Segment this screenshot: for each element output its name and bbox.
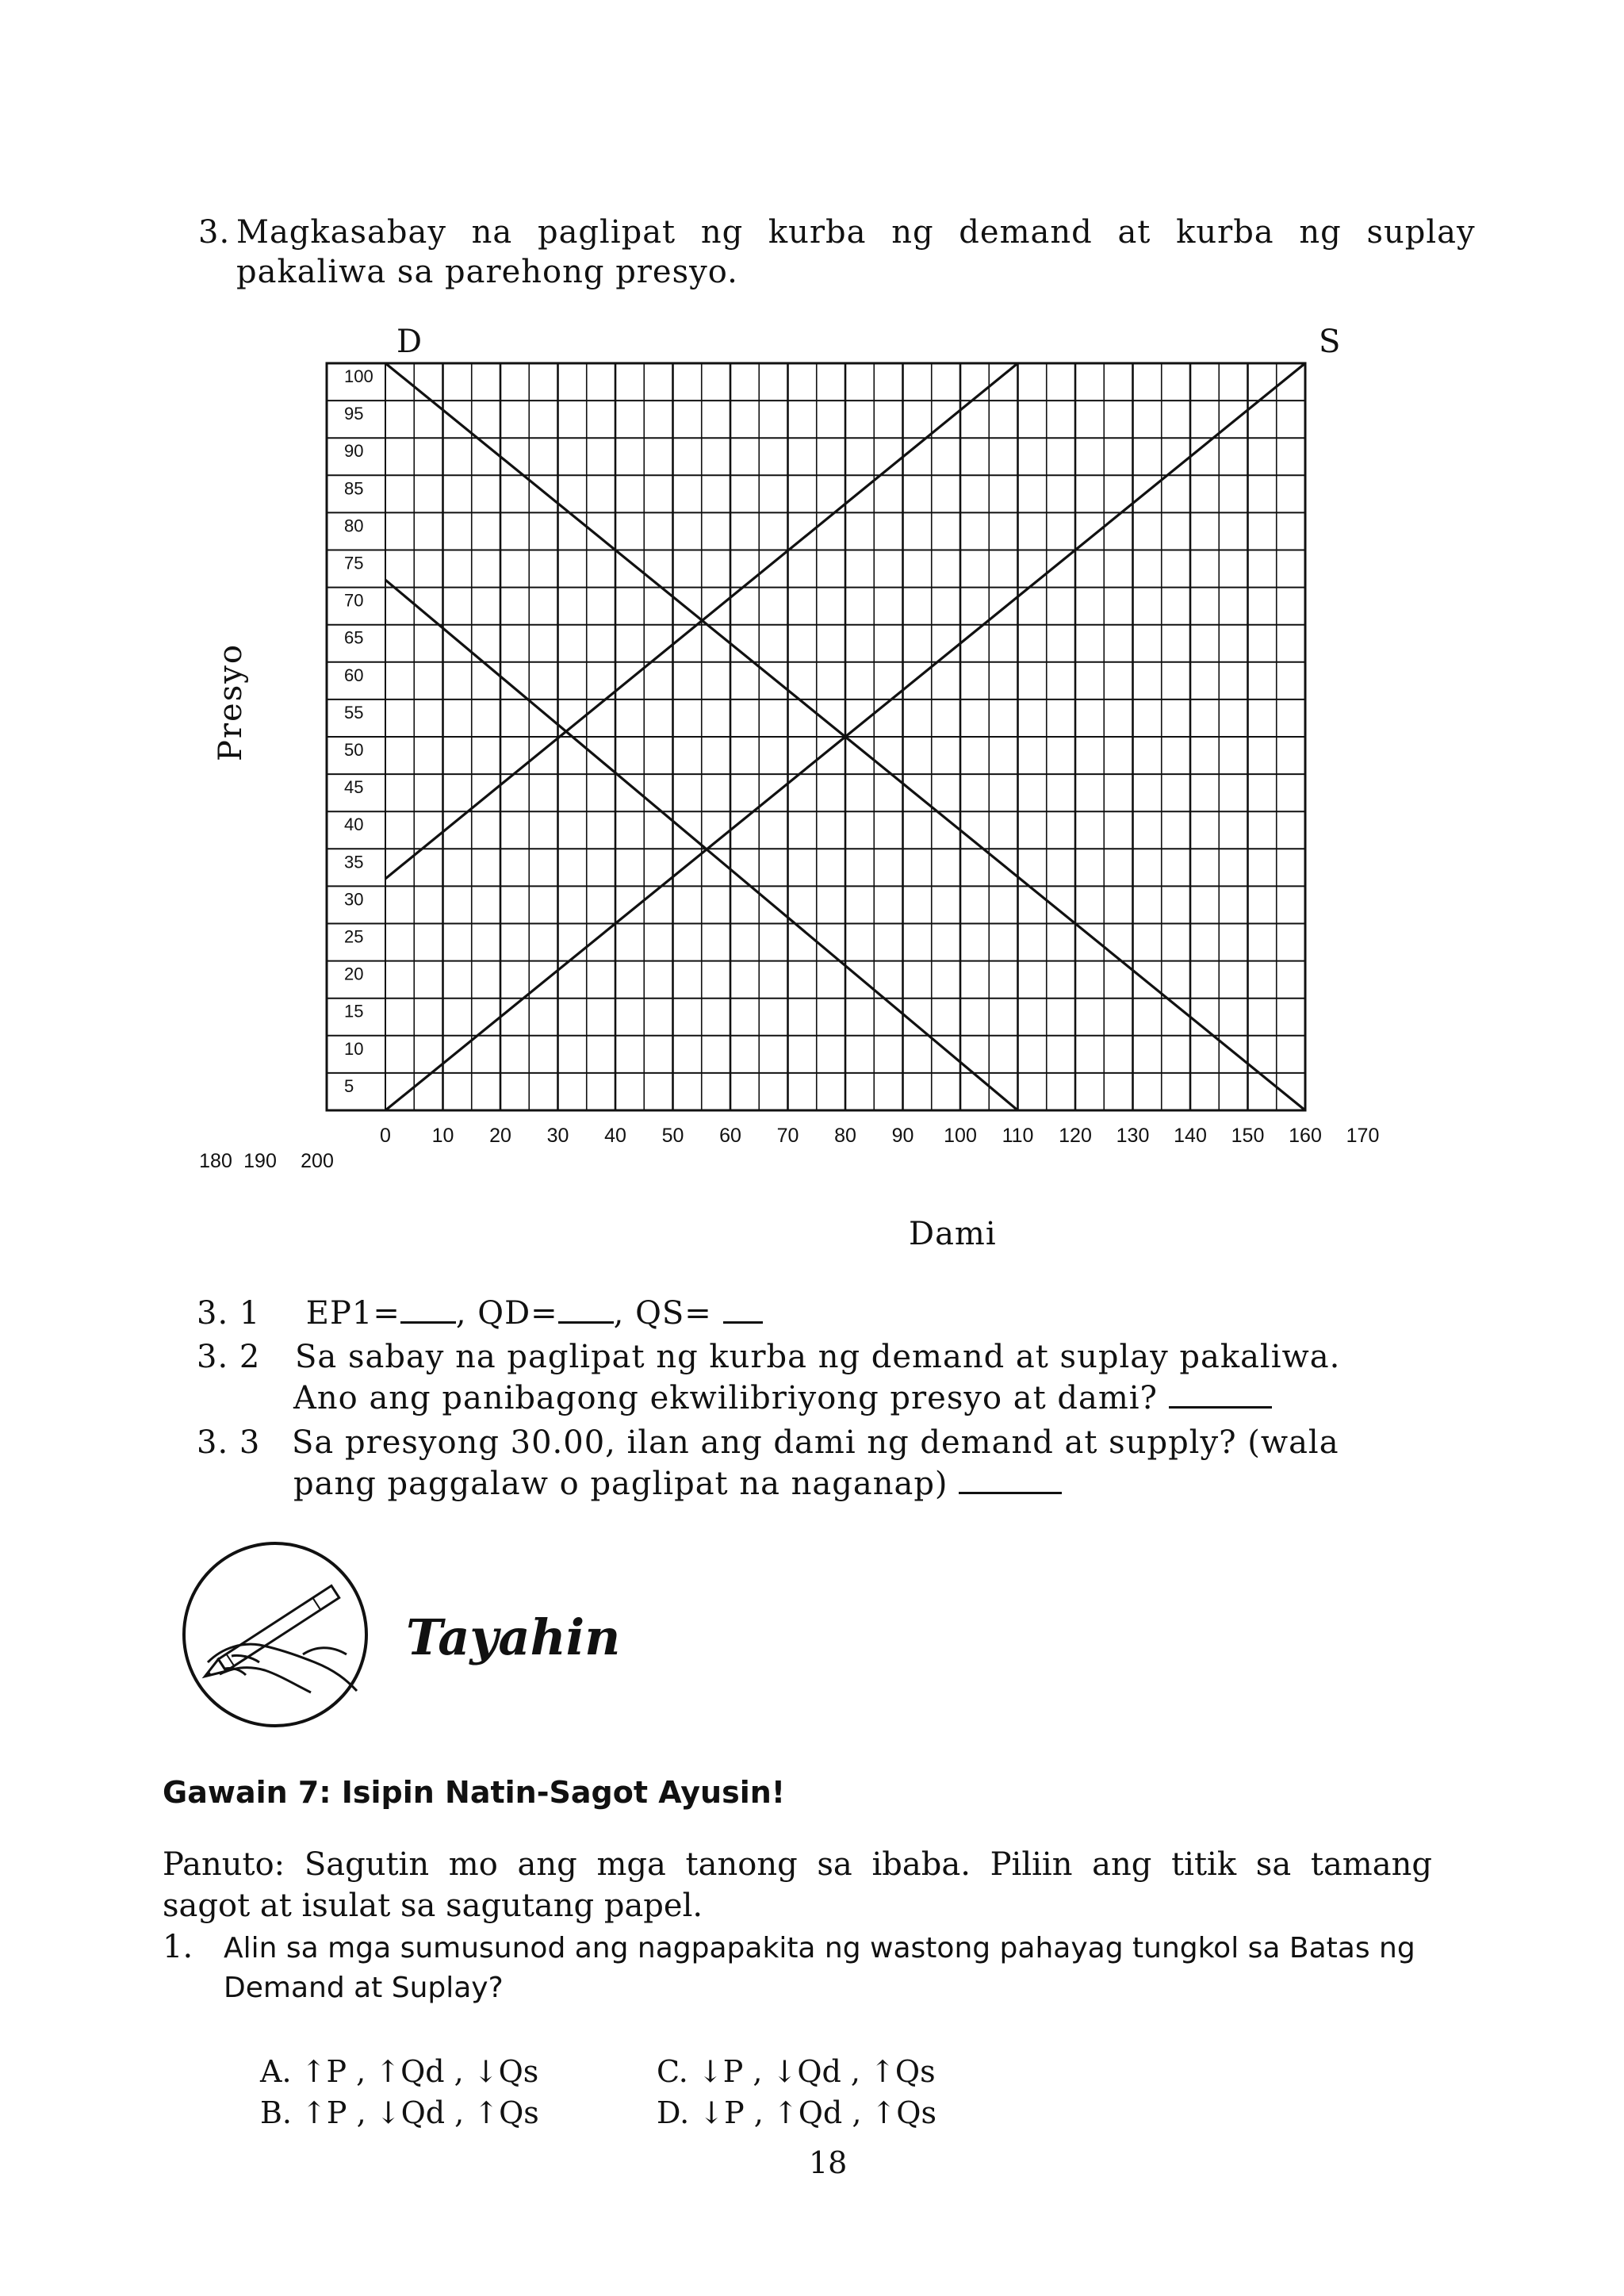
q33-answer-blank[interactable] xyxy=(959,1491,1062,1494)
x-tick-label: 130 xyxy=(1116,1125,1150,1147)
choice-c[interactable]: C. ↓P , ↓Qd , ↑Qs xyxy=(657,2054,936,2089)
q32-line1: Sa sabay na paglipat ng kurba ng demand at suplay pakaliwa. xyxy=(295,1339,1341,1375)
q32-line2-wrap xyxy=(293,1380,1272,1416)
q31-number: 3. 1 xyxy=(197,1295,261,1332)
y-tick-label: 30 xyxy=(344,889,364,910)
y-tick-label: 45 xyxy=(344,777,364,798)
x-tick-label: 80 xyxy=(834,1125,856,1147)
x-tick-label: 140 xyxy=(1174,1125,1207,1147)
item3-line2: pakaliwa sa parehong presyo. xyxy=(236,254,738,290)
y-tick-label: 15 xyxy=(344,1001,364,1022)
y-tick-label: 10 xyxy=(344,1038,364,1059)
subquestion-3-1 xyxy=(197,1295,763,1332)
y-tick-label: 25 xyxy=(344,926,364,947)
item3-number: 3. xyxy=(198,214,231,251)
y-tick-label: 70 xyxy=(344,590,364,611)
x-tick-label: 0 xyxy=(380,1125,391,1147)
y-tick-label: 100 xyxy=(344,366,373,386)
grid-frame xyxy=(327,363,1305,1110)
q32-line2: Ano ang panibagong ekwilibriyong presyo at dami? xyxy=(293,1380,1158,1416)
gawain-title: Gawain 7: Isipin Natin-Sagot Ayusin! xyxy=(163,1775,786,1810)
choice-d[interactable]: D. ↓P , ↑Qd , ↑Qs xyxy=(657,2095,936,2130)
x-tick-label: 40 xyxy=(604,1125,626,1147)
q31-qd-label: , QD= xyxy=(455,1295,558,1332)
q33-number: 3. 3 xyxy=(197,1424,261,1461)
series-line-supply-original xyxy=(385,363,1305,1110)
x-tick-label: 60 xyxy=(719,1125,741,1147)
x-tick-label: 50 xyxy=(661,1125,684,1147)
y-tick-label: 35 xyxy=(344,852,364,872)
y-tick-label: 20 xyxy=(344,964,364,984)
y-tick-label: 95 xyxy=(344,404,364,424)
y-tick-label: 90 xyxy=(344,441,364,462)
y-axis-label: Presyo xyxy=(213,643,249,761)
x-tick-label-wrapped: 190 xyxy=(243,1150,277,1172)
x-tick-label-wrapped: 180 xyxy=(199,1150,232,1172)
y-tick-label: 40 xyxy=(344,815,364,835)
series-line-demand-shifted-left xyxy=(385,580,1018,1110)
x-tick-label: 10 xyxy=(431,1125,454,1147)
y-tick-label: 65 xyxy=(344,627,364,648)
q32-answer-blank[interactable] xyxy=(1169,1405,1272,1409)
y-tick-label: 60 xyxy=(344,665,364,685)
y-tick-label: 5 xyxy=(344,1075,354,1096)
item3-line1: Magkasabay na paglipat ng kurba ng demand at kurba ng suplay xyxy=(236,214,1476,251)
hand-writing-pencil-icon xyxy=(176,1535,374,1734)
panuto-line2: sagot at isulat sa sagutang papel. xyxy=(163,1888,703,1924)
x-tick-label: 90 xyxy=(891,1125,914,1147)
x-tick-label: 160 xyxy=(1289,1125,1322,1147)
x-axis-label: Dami xyxy=(909,1216,997,1252)
y-tick-label: 75 xyxy=(344,553,364,573)
chart-grid xyxy=(327,363,1305,1110)
y-tick-labels xyxy=(344,366,373,1096)
q33-line2-wrap xyxy=(293,1466,1062,1502)
qs-answer-blank[interactable] xyxy=(723,1320,763,1324)
choice-b[interactable]: B. ↑P , ↓Qd , ↑Qs xyxy=(260,2095,539,2130)
x-tick-label-wrapped: 200 xyxy=(301,1150,334,1172)
question-1-number: 1. xyxy=(163,1929,193,1965)
question-1-line1: Alin sa mga sumusunod ang nagpapakita ng wastong pahayag tungkol sa Batas ng xyxy=(224,1932,1415,1964)
x-tick-label: 20 xyxy=(489,1125,511,1147)
q31-qs-label: , QS= xyxy=(613,1295,712,1332)
chart-series xyxy=(385,363,1305,1110)
tayahin-title: Tayahin xyxy=(406,1608,621,1666)
x-tick-label: 150 xyxy=(1231,1125,1265,1147)
q31-ep1-label: EP1= xyxy=(305,1295,400,1332)
y-tick-label: 85 xyxy=(344,478,364,499)
q33-line1: Sa presyong 30.00, ilan ang dami ng demand at supply? (wala xyxy=(292,1424,1339,1461)
choice-a[interactable]: A. ↑P , ↑Qd , ↓Qs xyxy=(260,2054,539,2089)
y-tick-label: 80 xyxy=(344,516,364,536)
qd-answer-blank[interactable] xyxy=(558,1320,614,1324)
y-tick-label: 50 xyxy=(344,740,364,760)
q33-line2: pang paggalaw o paglipat na naganap) xyxy=(293,1466,948,1502)
x-tick-label: 110 xyxy=(1002,1125,1034,1147)
ep1-answer-blank[interactable] xyxy=(400,1320,456,1324)
x-tick-label: 170 xyxy=(1346,1125,1380,1147)
x-tick-label: 120 xyxy=(1059,1125,1092,1147)
demand-curve-label: D xyxy=(396,324,423,360)
supply-curve-label: S xyxy=(1319,324,1341,360)
x-tick-label: 100 xyxy=(944,1125,977,1147)
x-tick-labels xyxy=(199,1125,1379,1172)
page-number: 18 xyxy=(809,2145,848,2180)
x-tick-label: 70 xyxy=(776,1125,799,1147)
x-tick-label: 30 xyxy=(546,1125,569,1147)
series-line-supply-shifted-left xyxy=(385,363,1018,879)
panuto-line1: Panuto: Sagutin mo ang mga tanong sa ibaba. Piliin ang titik sa tamang xyxy=(163,1846,1432,1883)
question-1-line2: Demand at Suplay? xyxy=(224,1972,504,2004)
y-tick-label: 55 xyxy=(344,702,364,723)
series-line-demand-original xyxy=(385,363,1305,1110)
q32-number: 3. 2 xyxy=(197,1339,261,1375)
